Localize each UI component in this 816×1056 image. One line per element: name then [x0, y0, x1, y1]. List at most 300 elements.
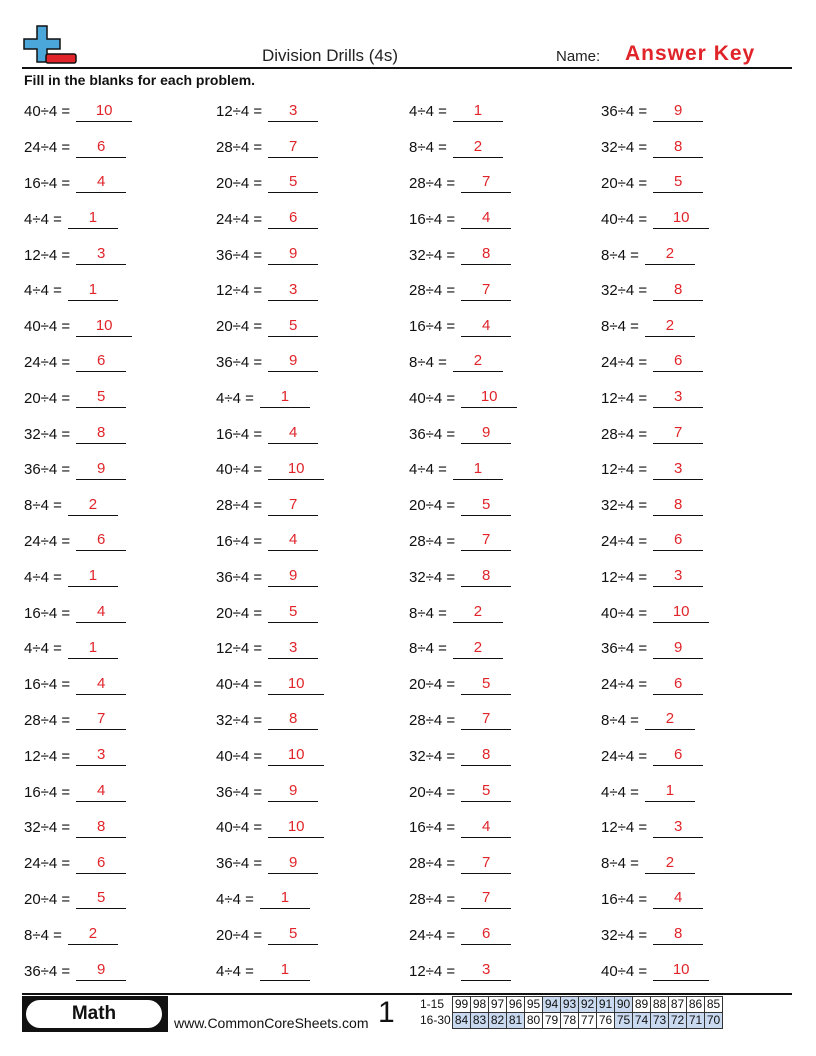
problem-item [24, 559, 216, 595]
problem-item [601, 953, 794, 989]
problem-item [24, 273, 216, 309]
answer-blank[interactable]: 10 [268, 746, 324, 766]
problem-item [216, 667, 409, 703]
score-cell: 89 [633, 997, 651, 1013]
answer-blank[interactable]: 6 [268, 209, 318, 229]
answer-blank[interactable]: 5 [461, 782, 511, 802]
problem-question: 20÷4 = [216, 604, 263, 622]
answer-blank[interactable]: 6 [653, 675, 703, 695]
name-label: Name: [556, 48, 601, 65]
answer-blank[interactable]: 8 [653, 281, 703, 301]
problem-item [24, 416, 216, 452]
problem-question: 28÷4 = [409, 890, 456, 908]
problem-item [216, 738, 409, 774]
problem-question: 24÷4 = [24, 855, 71, 873]
problem-question: 28÷4 = [409, 282, 456, 300]
answer-blank[interactable]: 1 [68, 281, 118, 301]
answer-blank[interactable]: 1 [68, 567, 118, 587]
answer-blank[interactable]: 2 [68, 925, 118, 945]
problem-question: 8÷4 = [601, 318, 639, 336]
problem-question: 24÷4 = [216, 210, 263, 228]
answer-blank[interactable]: 1 [68, 209, 118, 229]
problem-item [601, 882, 794, 918]
problem-item [409, 774, 601, 810]
answer-blank[interactable]: 10 [268, 675, 324, 695]
answer-blank[interactable]: 2 [453, 352, 503, 372]
answer-blank[interactable]: 5 [76, 388, 126, 408]
problem-item [24, 667, 216, 703]
problem-question: 16÷4 = [216, 532, 263, 550]
problem-item [216, 452, 409, 488]
problem-question: 40÷4 = [601, 962, 648, 980]
problem-item [216, 953, 409, 989]
score-row-label: 16-30 [420, 1013, 451, 1027]
problem-item [601, 452, 794, 488]
answer-blank[interactable]: 10 [653, 961, 709, 981]
worksheet-title: Division Drills (4s) [261, 46, 398, 65]
answer-blank[interactable]: 5 [268, 173, 318, 193]
score-cell: 86 [687, 997, 705, 1013]
problem-item [409, 309, 601, 345]
problem-item [24, 237, 216, 273]
footer-divider [22, 993, 792, 995]
problem-question: 28÷4 = [216, 139, 263, 157]
problem-item [24, 774, 216, 810]
answer-blank[interactable]: 9 [268, 352, 318, 372]
score-cell: 99 [453, 997, 471, 1013]
answer-blank[interactable]: 7 [461, 531, 511, 551]
answer-blank[interactable]: 1 [260, 961, 310, 981]
problem-item [601, 201, 794, 237]
problem-item [409, 738, 601, 774]
problem-item [216, 345, 409, 381]
answer-blank[interactable]: 8 [76, 424, 126, 444]
problem-item [601, 416, 794, 452]
answer-blank[interactable]: 5 [76, 889, 126, 909]
score-cell: 80 [525, 1013, 543, 1029]
answer-blank[interactable]: 7 [461, 173, 511, 193]
problem-question: 12÷4 = [216, 640, 263, 658]
problem-question: 12÷4 = [216, 282, 263, 300]
problem-item [216, 309, 409, 345]
problem-question: 32÷4 = [24, 819, 71, 837]
problem-question: 20÷4 = [216, 318, 263, 336]
subject-badge: Math [24, 998, 164, 1030]
answer-blank[interactable]: 9 [76, 961, 126, 981]
problem-question: 4÷4 = [24, 640, 62, 658]
problem-question: 20÷4 = [601, 174, 648, 192]
problem-item [216, 488, 409, 524]
answer-blank[interactable]: 3 [653, 567, 703, 587]
problem-question: 20÷4 = [216, 174, 263, 192]
problem-question: 36÷4 = [601, 103, 648, 121]
problem-item [24, 201, 216, 237]
problem-question: 24÷4 = [24, 353, 71, 371]
problem-item [216, 846, 409, 882]
problem-item [216, 94, 409, 130]
problem-question: 32÷4 = [601, 926, 648, 944]
problem-question: 20÷4 = [24, 389, 71, 407]
problem-question: 32÷4 = [409, 568, 456, 586]
problem-item [409, 810, 601, 846]
problem-question: 20÷4 = [216, 926, 263, 944]
problem-item [409, 380, 601, 416]
answer-blank[interactable]: 4 [76, 603, 126, 623]
score-cell: 74 [633, 1013, 651, 1029]
problem-question: 16÷4 = [24, 783, 71, 801]
answer-blank[interactable]: 3 [268, 102, 318, 122]
problem-item [409, 94, 601, 130]
answer-blank[interactable]: 9 [461, 424, 511, 444]
problem-item [409, 488, 601, 524]
answer-blank[interactable]: 5 [653, 173, 703, 193]
problem-item [24, 524, 216, 560]
problem-question: 8÷4 = [601, 711, 639, 729]
problem-question: 36÷4 = [216, 855, 263, 873]
score-cell: 70 [705, 1013, 723, 1029]
problem-item [601, 309, 794, 345]
problem-question: 28÷4 = [409, 174, 456, 192]
problem-question: 36÷4 = [216, 783, 263, 801]
problem-item [601, 631, 794, 667]
problem-item [216, 774, 409, 810]
answer-blank[interactable]: 2 [645, 245, 695, 265]
problem-item [409, 166, 601, 202]
problem-question: 12÷4 = [601, 568, 648, 586]
answer-blank[interactable]: 1 [260, 388, 310, 408]
problem-item [409, 559, 601, 595]
answer-blank[interactable]: 3 [268, 639, 318, 659]
answer-blank[interactable]: 7 [461, 281, 511, 301]
answer-blank[interactable]: 3 [461, 961, 511, 981]
problem-item [24, 953, 216, 989]
score-cell: 81 [507, 1013, 525, 1029]
problem-question: 28÷4 = [24, 711, 71, 729]
answer-blank[interactable]: 10 [461, 388, 517, 408]
score-table [418, 996, 723, 1029]
problem-item [601, 774, 794, 810]
score-cell: 98 [471, 997, 489, 1013]
problem-question: 32÷4 = [24, 425, 71, 443]
answer-blank[interactable]: 4 [653, 889, 703, 909]
problem-item [24, 917, 216, 953]
answer-blank[interactable]: 7 [461, 854, 511, 874]
page-number: 1 [378, 996, 395, 1029]
answer-blank[interactable]: 6 [461, 925, 511, 945]
score-cell: 91 [597, 997, 615, 1013]
answer-blank[interactable]: 2 [453, 138, 503, 158]
problem-grid [24, 94, 794, 989]
score-cell: 93 [561, 997, 579, 1013]
answer-blank[interactable]: 5 [461, 496, 511, 516]
score-cell: 84 [453, 1013, 471, 1029]
score-cell: 75 [615, 1013, 633, 1029]
problem-question: 16÷4 = [24, 676, 71, 694]
answer-blank[interactable]: 9 [268, 245, 318, 265]
problem-question: 8÷4 = [24, 926, 62, 944]
answer-blank[interactable]: 4 [76, 173, 126, 193]
answer-blank[interactable]: 7 [461, 889, 511, 909]
problem-item [409, 595, 601, 631]
problem-item [216, 416, 409, 452]
problem-question: 40÷4 = [601, 210, 648, 228]
answer-blank[interactable]: 10 [76, 102, 132, 122]
answer-blank[interactable]: 1 [453, 460, 503, 480]
answer-blank[interactable]: 6 [653, 352, 703, 372]
problem-item [216, 810, 409, 846]
answer-blank[interactable]: 5 [268, 603, 318, 623]
answer-blank[interactable]: 3 [76, 245, 126, 265]
answer-blank[interactable]: 9 [653, 639, 703, 659]
problem-item [601, 166, 794, 202]
problem-question: 40÷4 = [601, 604, 648, 622]
answer-blank[interactable]: 4 [268, 424, 318, 444]
problem-item [409, 237, 601, 273]
problem-item [216, 703, 409, 739]
problem-item [601, 810, 794, 846]
problem-item [409, 416, 601, 452]
score-cell: 96 [507, 997, 525, 1013]
problem-item [409, 130, 601, 166]
problem-item [601, 94, 794, 130]
problem-item [216, 631, 409, 667]
problem-question: 8÷4 = [601, 246, 639, 264]
answer-blank[interactable]: 9 [653, 102, 703, 122]
answer-blank[interactable]: 5 [268, 317, 318, 337]
answer-blank[interactable]: 8 [653, 925, 703, 945]
problem-question: 16÷4 = [409, 819, 456, 837]
score-cell: 83 [471, 1013, 489, 1029]
problem-question: 4÷4 = [24, 282, 62, 300]
problem-item [409, 524, 601, 560]
problem-question: 20÷4 = [409, 676, 456, 694]
answer-blank[interactable]: 2 [453, 639, 503, 659]
answer-blank[interactable]: 7 [461, 710, 511, 730]
instructions: Fill in the blanks for each problem. [24, 72, 256, 88]
answer-blank[interactable]: 8 [653, 496, 703, 516]
answer-blank[interactable]: 8 [76, 818, 126, 838]
problem-item [24, 846, 216, 882]
problem-question: 8÷4 = [409, 139, 447, 157]
answer-blank[interactable]: 10 [76, 317, 132, 337]
score-row [418, 997, 723, 1013]
problem-question: 36÷4 = [601, 640, 648, 658]
answer-blank[interactable]: 1 [453, 102, 503, 122]
answer-blank[interactable]: 8 [268, 710, 318, 730]
score-cell: 92 [579, 997, 597, 1013]
answer-blank[interactable]: 4 [76, 782, 126, 802]
problem-question: 24÷4 = [24, 139, 71, 157]
answer-blank[interactable]: 8 [461, 567, 511, 587]
answer-blank[interactable]: 4 [461, 317, 511, 337]
answer-blank[interactable]: 8 [653, 138, 703, 158]
problem-item [24, 94, 216, 130]
problem-item [601, 595, 794, 631]
problem-question: 4÷4 = [216, 890, 254, 908]
answer-blank[interactable]: 2 [645, 854, 695, 874]
score-cell: 79 [543, 1013, 561, 1029]
problem-question: 40÷4 = [216, 676, 263, 694]
problem-item [601, 917, 794, 953]
problem-item [601, 130, 794, 166]
answer-blank[interactable]: 8 [461, 746, 511, 766]
problem-question: 28÷4 = [409, 532, 456, 550]
problem-item [24, 130, 216, 166]
problem-item [216, 524, 409, 560]
answer-blank[interactable]: 1 [260, 889, 310, 909]
problem-item [409, 953, 601, 989]
problem-question: 12÷4 = [601, 819, 648, 837]
score-cell: 73 [651, 1013, 669, 1029]
answer-blank[interactable]: 10 [653, 603, 709, 623]
problem-item [601, 345, 794, 381]
problem-item [24, 810, 216, 846]
answer-blank[interactable]: 2 [645, 317, 695, 337]
problem-item [409, 201, 601, 237]
problem-question: 8÷4 = [601, 855, 639, 873]
answer-blank[interactable]: 5 [268, 925, 318, 945]
answer-blank[interactable]: 10 [268, 818, 324, 838]
problem-item [24, 703, 216, 739]
problem-item [216, 273, 409, 309]
answer-blank[interactable]: 7 [76, 710, 126, 730]
problem-question: 16÷4 = [24, 604, 71, 622]
answer-blank[interactable]: 3 [76, 746, 126, 766]
answer-blank[interactable]: 4 [461, 209, 511, 229]
problem-question: 4÷4 = [601, 783, 639, 801]
problem-question: 36÷4 = [24, 461, 71, 479]
problem-question: 40÷4 = [409, 389, 456, 407]
problem-item [409, 631, 601, 667]
problem-question: 8÷4 = [409, 640, 447, 658]
header-divider [22, 67, 792, 69]
problem-question: 12÷4 = [216, 103, 263, 121]
problem-question: 32÷4 = [601, 139, 648, 157]
problem-question: 16÷4 = [409, 210, 456, 228]
answer-blank[interactable]: 5 [461, 675, 511, 695]
score-row [418, 1013, 723, 1029]
problem-question: 20÷4 = [409, 783, 456, 801]
problem-question: 12÷4 = [409, 962, 456, 980]
problem-item [601, 524, 794, 560]
answer-blank[interactable]: 6 [76, 854, 126, 874]
answer-blank[interactable]: 3 [653, 818, 703, 838]
problem-item [601, 273, 794, 309]
problem-question: 40÷4 = [24, 318, 71, 336]
answer-blank[interactable]: 6 [76, 138, 126, 158]
problem-question: 12÷4 = [24, 246, 71, 264]
problem-item [24, 595, 216, 631]
problem-question: 4÷4 = [216, 962, 254, 980]
problem-item [24, 631, 216, 667]
problem-question: 16÷4 = [24, 174, 71, 192]
answer-blank[interactable]: 2 [645, 710, 695, 730]
answer-blank[interactable]: 7 [653, 424, 703, 444]
answer-blank[interactable]: 9 [76, 460, 126, 480]
answer-blank[interactable]: 9 [268, 782, 318, 802]
problem-question: 24÷4 = [24, 532, 71, 550]
score-cell: 85 [705, 997, 723, 1013]
problem-item [601, 380, 794, 416]
answer-blank[interactable]: 1 [645, 782, 695, 802]
answer-blank[interactable]: 3 [653, 460, 703, 480]
problem-item [601, 703, 794, 739]
problem-item [24, 452, 216, 488]
answer-blank[interactable]: 10 [653, 209, 709, 229]
problem-question: 24÷4 = [601, 353, 648, 371]
answer-blank[interactable]: 3 [653, 388, 703, 408]
answer-blank[interactable]: 6 [653, 531, 703, 551]
problem-item [409, 703, 601, 739]
answer-blank[interactable]: 3 [268, 281, 318, 301]
answer-blank[interactable]: 8 [461, 245, 511, 265]
problem-question: 16÷4 = [216, 425, 263, 443]
answer-blank[interactable]: 4 [76, 675, 126, 695]
score-row-label: 1-15 [420, 997, 445, 1011]
answer-blank[interactable]: 6 [76, 352, 126, 372]
problem-item [216, 201, 409, 237]
problem-question: 24÷4 = [409, 926, 456, 944]
problem-question: 8÷4 = [409, 353, 447, 371]
problem-item [216, 882, 409, 918]
problem-question: 28÷4 = [216, 497, 263, 515]
problem-item [216, 917, 409, 953]
problem-item [409, 273, 601, 309]
problem-item [216, 166, 409, 202]
answer-blank[interactable]: 7 [268, 496, 318, 516]
score-cell: 94 [543, 997, 561, 1013]
problem-question: 40÷4 = [216, 819, 263, 837]
problem-question: 28÷4 = [409, 711, 456, 729]
score-cell: 72 [669, 1013, 687, 1029]
problem-item [24, 738, 216, 774]
score-cell: 77 [579, 1013, 597, 1029]
answer-blank[interactable]: 4 [268, 531, 318, 551]
problem-question: 4÷4 = [216, 389, 254, 407]
answer-blank[interactable]: 10 [268, 460, 324, 480]
answer-blank[interactable]: 9 [268, 567, 318, 587]
answer-blank[interactable]: 4 [461, 818, 511, 838]
problem-item [409, 345, 601, 381]
answer-blank[interactable]: 7 [268, 138, 318, 158]
score-cell: 76 [597, 1013, 615, 1029]
problem-question: 20÷4 = [24, 890, 71, 908]
problem-question: 32÷4 = [409, 246, 456, 264]
problem-question: 24÷4 = [601, 676, 648, 694]
problem-question: 24÷4 = [601, 747, 648, 765]
answer-blank[interactable]: 1 [68, 639, 118, 659]
problem-question: 4÷4 = [409, 461, 447, 479]
problem-item [24, 309, 216, 345]
problem-question: 24÷4 = [601, 532, 648, 550]
answer-blank[interactable]: 6 [76, 531, 126, 551]
problem-question: 36÷4 = [409, 425, 456, 443]
answer-blank[interactable]: 6 [653, 746, 703, 766]
problem-item [409, 917, 601, 953]
problem-question: 4÷4 = [409, 103, 447, 121]
answer-blank[interactable]: 2 [68, 496, 118, 516]
answer-blank[interactable]: 9 [268, 854, 318, 874]
answer-blank[interactable]: 2 [453, 603, 503, 623]
score-cell: 71 [687, 1013, 705, 1029]
problem-question: 32÷4 = [216, 711, 263, 729]
problem-item [24, 380, 216, 416]
problem-question: 40÷4 = [216, 461, 263, 479]
problem-item [601, 846, 794, 882]
score-cell: 97 [489, 997, 507, 1013]
score-cell: 87 [669, 997, 687, 1013]
problem-item [216, 130, 409, 166]
